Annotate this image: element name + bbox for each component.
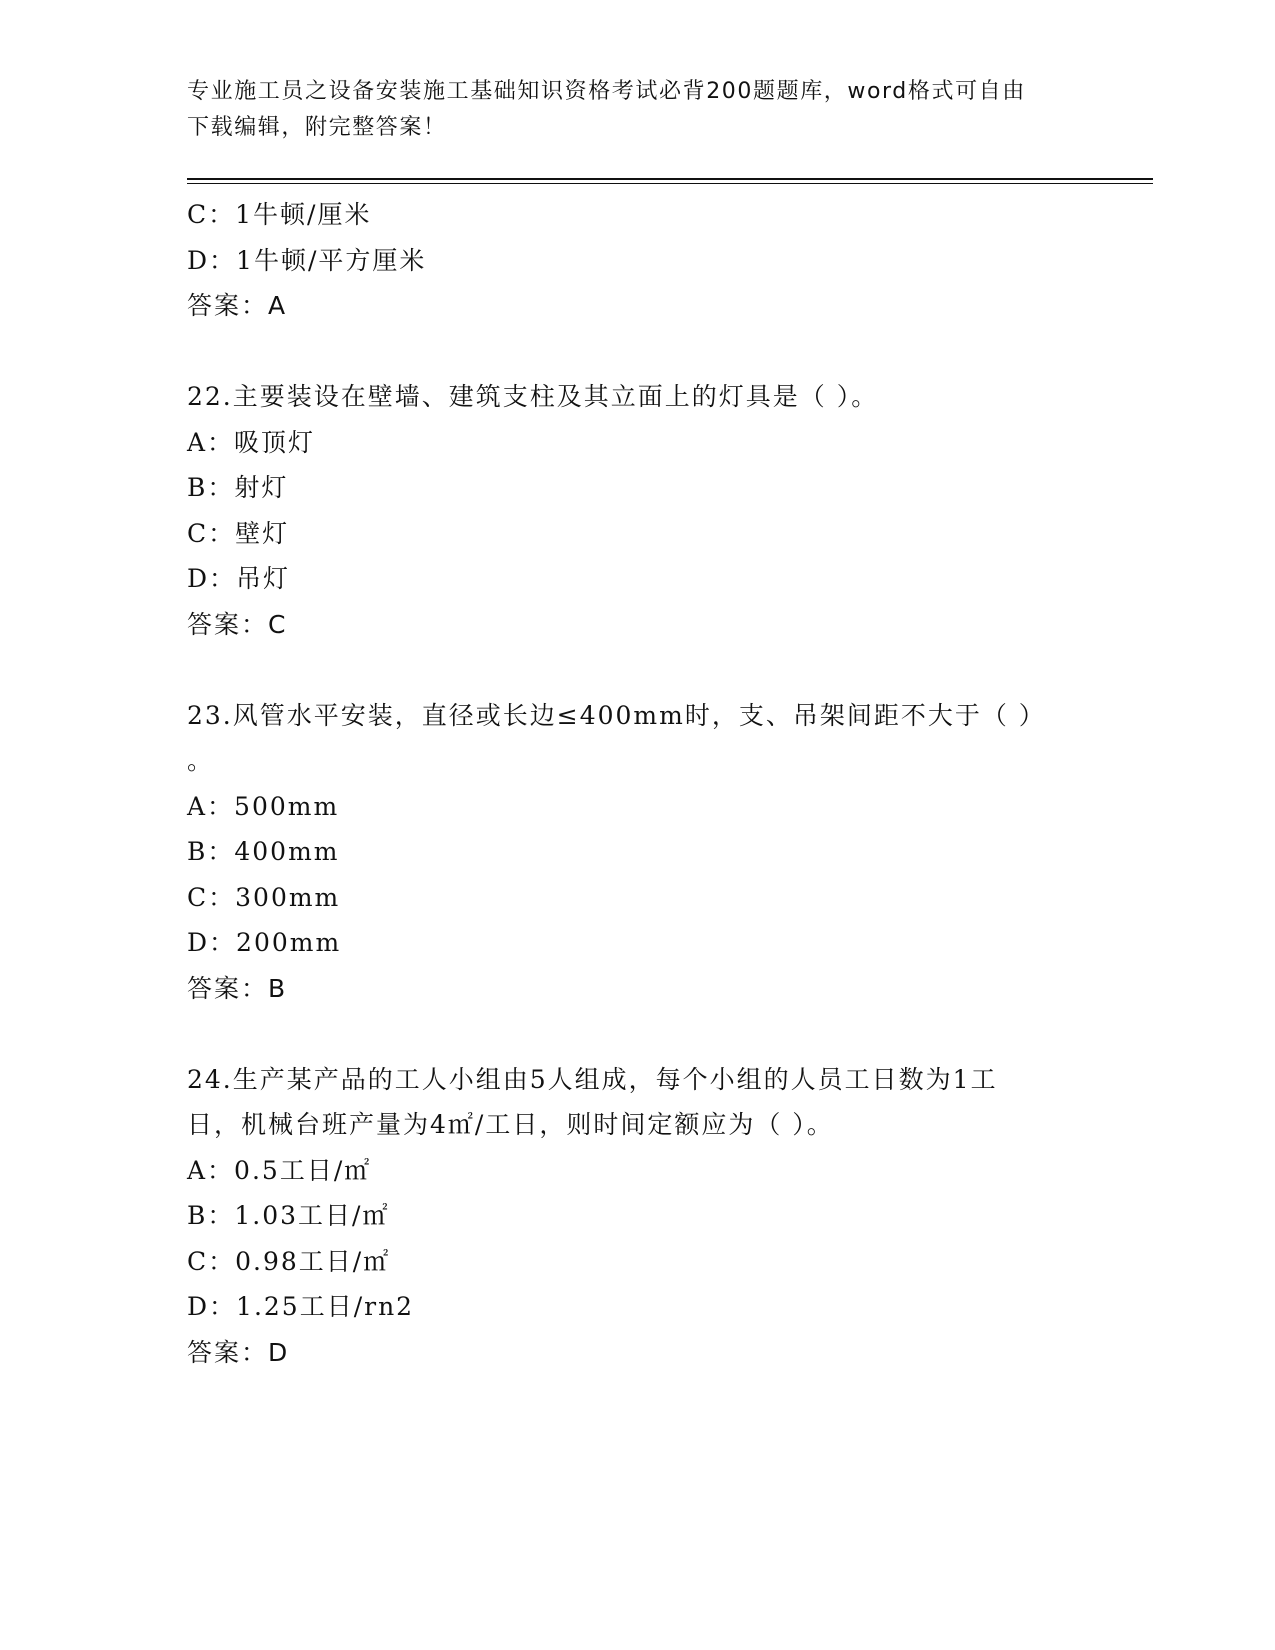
spacer [187, 1011, 1087, 1057]
option-c: C：0.98工日/㎡ [187, 1246, 391, 1276]
question-24 [187, 1057, 1087, 1376]
answer-line: 答案：B [187, 973, 288, 1003]
option-b: B：射灯 [187, 473, 289, 502]
header-divider-thick [187, 178, 1153, 180]
option-c: C：壁灯 [187, 518, 290, 548]
option-a: A：0.5工日/㎡ [187, 1155, 372, 1185]
spacer [187, 647, 1087, 693]
spacer [187, 329, 1087, 375]
question-21-continuation [187, 192, 1087, 329]
question-stem: 22.主要装设在壁墙、建筑支柱及其立面上的灯具是（ ）。 [187, 382, 879, 411]
option-c: C：1牛顿/厘米 [187, 200, 372, 229]
option-d: D：1牛顿/平方厘米 [187, 245, 427, 275]
answer-line: 答案：C [187, 609, 288, 639]
header-divider-thin [187, 183, 1153, 184]
header-line-1: 专业施工员之设备安装施工基础知识资格考试必背200题题库，word格式可自由 [187, 79, 1026, 104]
question-22 [187, 374, 1087, 647]
question-stem-line-1: 23.风管水平安装，直径或长边≤400mm时，支、吊架间距不大于（ ） [187, 700, 1046, 730]
document-header [187, 74, 1067, 146]
option-a: A：吸顶灯 [187, 427, 316, 457]
answer-line: 答案：A [187, 291, 288, 320]
option-a: A：500mm [187, 791, 340, 821]
question-stem-line-2: 日，机械台班产量为4㎡/工日，则时间定额应为（ ）。 [187, 1110, 834, 1139]
option-d: D：200mm [187, 928, 342, 957]
option-b: B：400mm [187, 837, 340, 866]
answer-line: 答案：D [187, 1337, 290, 1367]
option-b: B：1.03工日/㎡ [187, 1201, 390, 1230]
question-23 [187, 693, 1087, 1012]
option-d: D：吊灯 [187, 564, 291, 593]
question-stem-line-2: 。 [187, 746, 215, 775]
question-stem-line-1: 24.生产某产品的工人小组由5人组成，每个小组的人员工日数为1工 [187, 1064, 998, 1094]
header-line-2: 下载编辑，附完整答案！ [187, 115, 447, 140]
option-c: C：300mm [187, 882, 341, 912]
question-list [187, 192, 1087, 1375]
option-d: D：1.25工日/rn2 [187, 1292, 415, 1321]
